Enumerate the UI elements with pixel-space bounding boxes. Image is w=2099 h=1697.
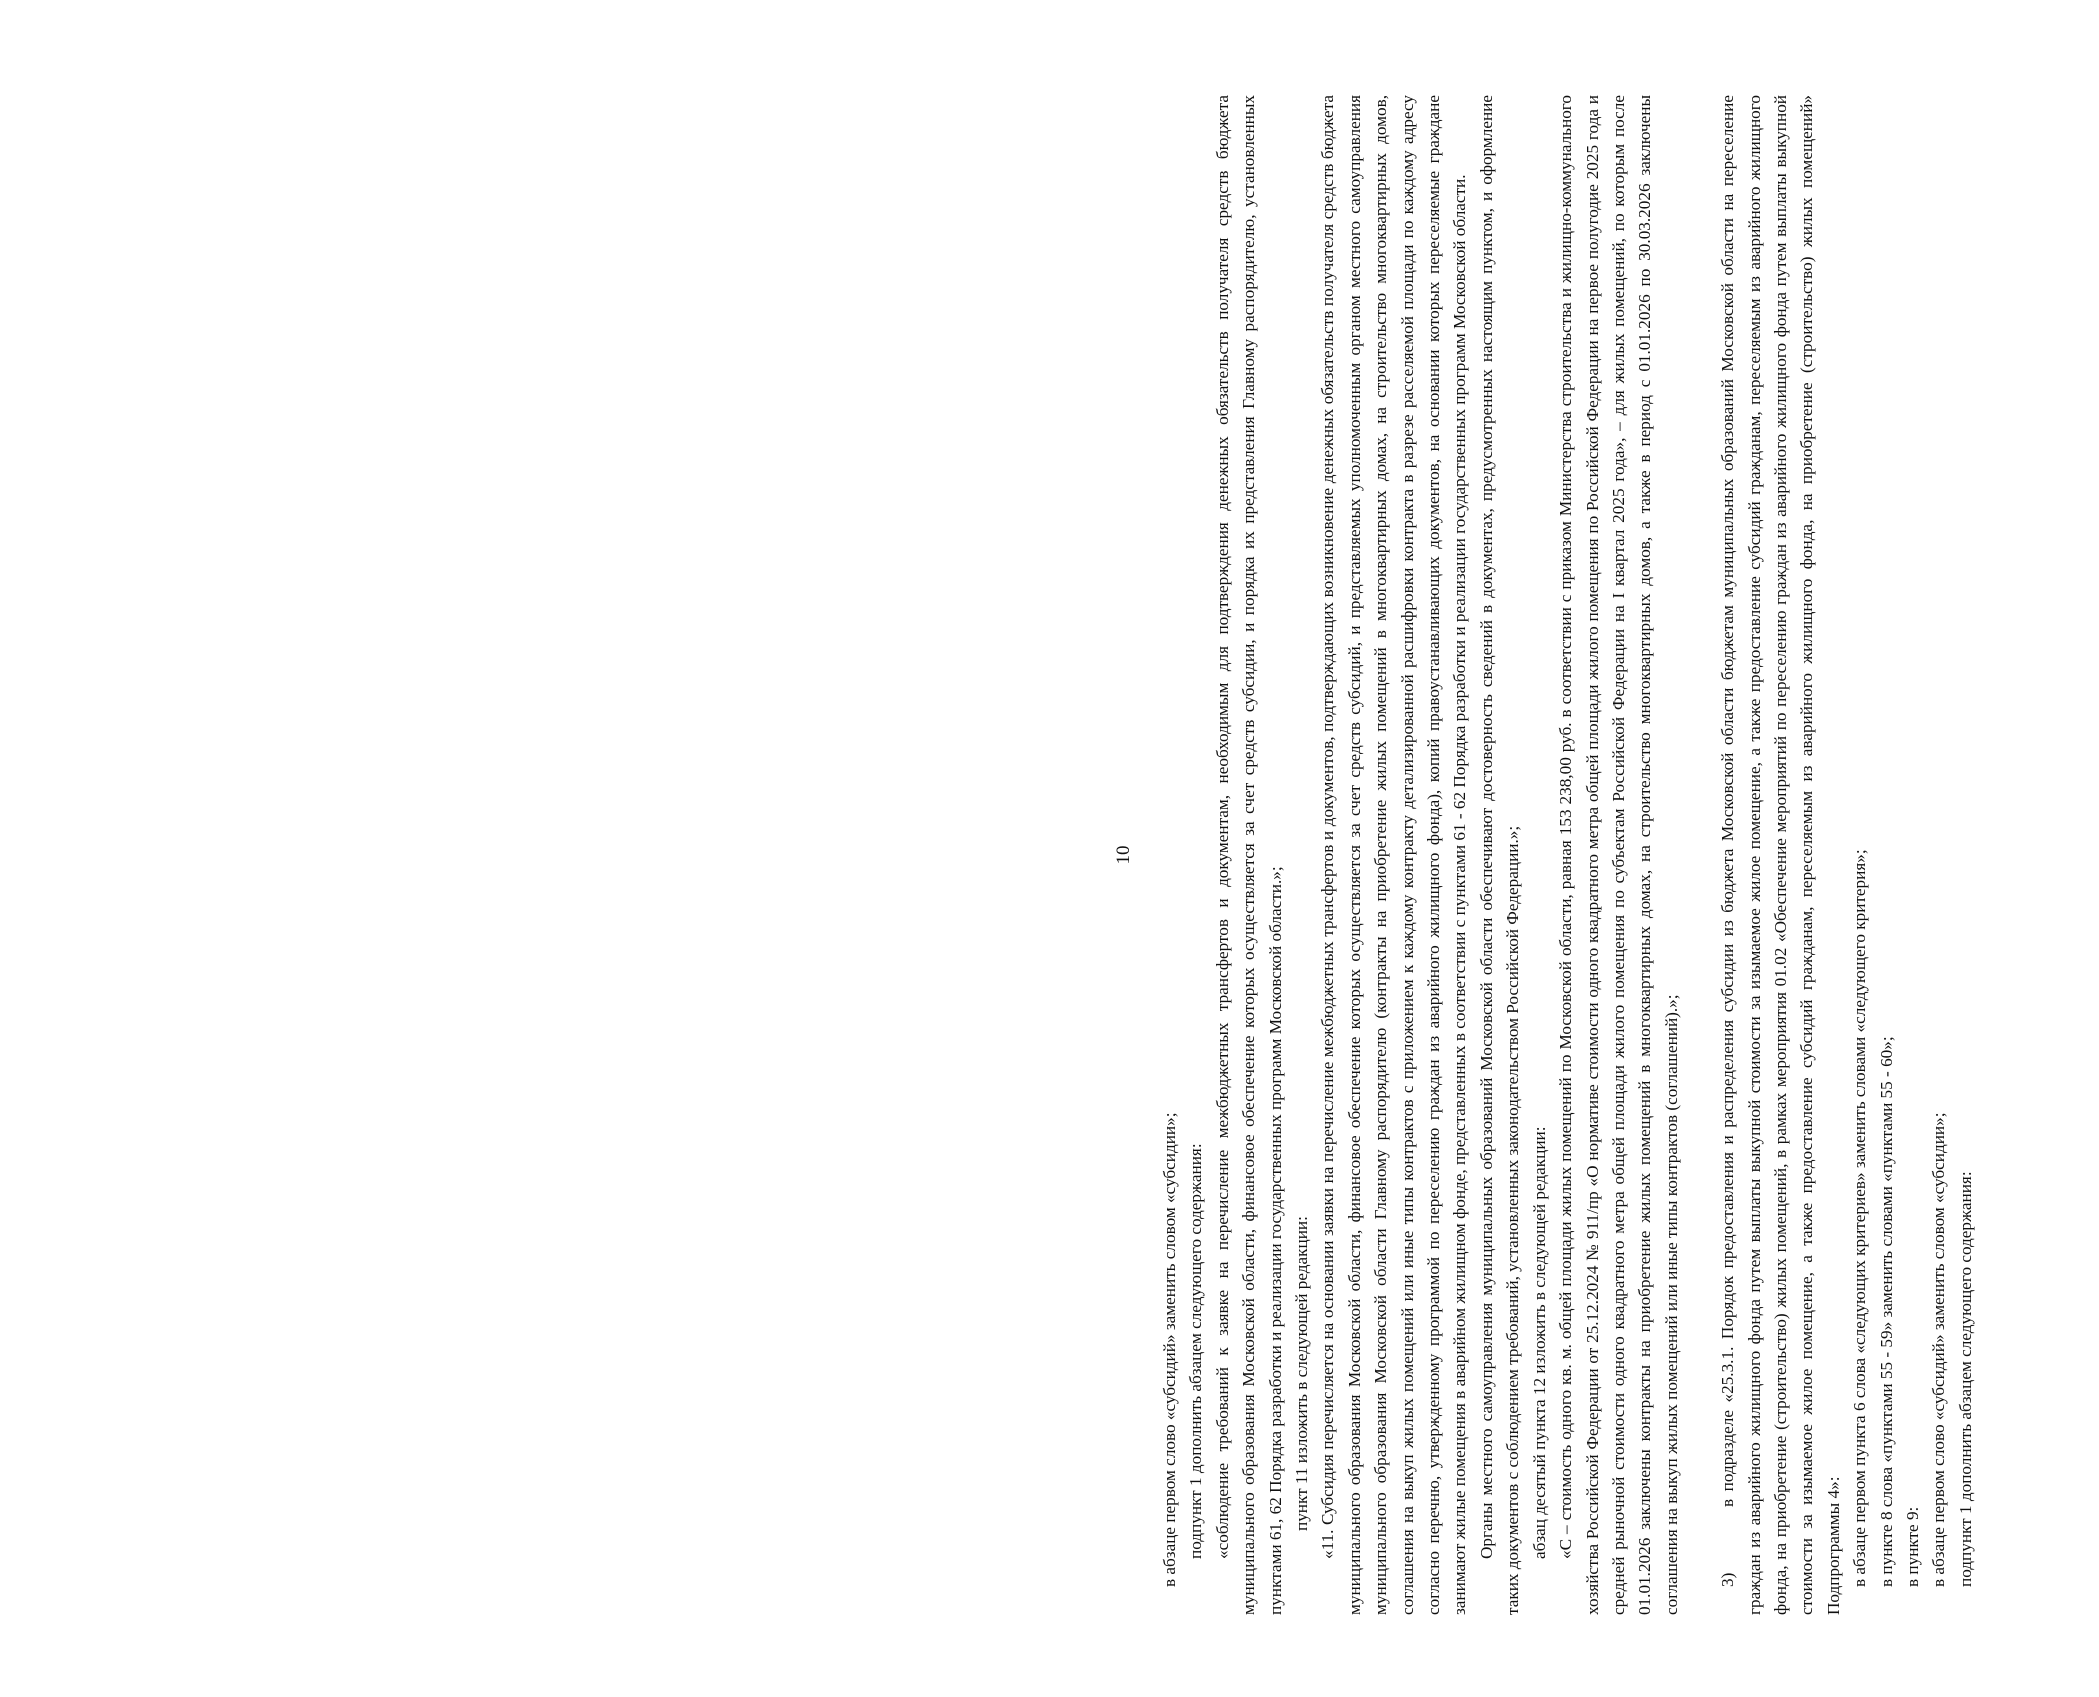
rotated-page-content bbox=[1099, 95, 2099, 1615]
paragraph: «С – стоимость одного кв. м. общей площади жилых помещений по Московской области, равная 153 238,00 руб. в соответствии с приказом Министерства строительства и жилищно-коммунального хозяйства Российской Федерации от 25.12.2024 № 911/пр «О нормативе стоимости одного квадратного метра общей площади жилого помещения по Российской Федерации на первое полугодие 2025 года и средней рыночной стоимости одного квадратного метра общей площади жилого помещения по субъектам Российской Федерации на I квартал 2025 года», – для жилых помещений, по которым после 01.01.2026 заключены контракты на приобретение жилых помещений в многоквартирных домах, на строительство многоквартирных домов, а также в период с 01.01.2026 по 30.03.2026 заключены соглашения на выкуп жилых помещений или иные типы контрактов (соглашений).»; bbox=[1556, 95, 1681, 1615]
paragraph: «11. Субсидия перечисляется на основании заявки на перечисление межбюджетных трансфертов и документов, подтверждающих возникновение денежных обязательств получателя средств бюджета муниципального образования Московской области, финансовое обеспечение которых осуществляется за счет средств субсидий, и представляемых уполномоченным органом местного самоуправления муниципального образования Московской области Главному распорядителю (контракты на приобретение жилых помещений в многоквартирных домах, на строительство многоквартирных домов, соглашения на выкуп жилых помещений или иные типы контрактов с приложением к каждому контракту детализированной расшифровки контракта в разрезе расселяемой площади по каждому адресу согласно перечню, утвержденному программой по переселению граждан из аварийного жилищного фонда), копий правоустанавливающих документов, на основании которых переселяемые граждане занимают жилые помещения в аварийном жилищном фонде, представленных в соответствии с пунктами 61 - 62 Порядка разработки и реализации государственных программ Московской области. bbox=[1318, 95, 1470, 1615]
paragraph: подпункт 1 дополнить абзацем следующего содержания: bbox=[1186, 1143, 1206, 1559]
numbered-paragraph bbox=[1715, 95, 1847, 1615]
document-body bbox=[1157, 95, 1979, 1615]
paragraph: в пункте 8 слова «пунктами 55 - 59» заменить словами «пунктами 55 - 60»; bbox=[1876, 1036, 1896, 1587]
page-number: 10 bbox=[1113, 845, 1134, 865]
paragraph: Органы местного самоуправления муниципальных образований Московской области обеспечивают достоверность сведений в документах, предусмотренных настоящим пунктом, и оформление таких документов с соблюдением требований, установленных законодательством Российской Федерации.»; bbox=[1476, 95, 1523, 1615]
paragraph-text: в подразделе «25.3.1. Порядок предоставления и распределения субсидии из бюджета Московской области бюджетам муниципальных образований Московской области на переселение граждан из аварийного жилищного фонда путем выплаты выкупной стоимости за изымаемое жилое помещение, а также предоставление субсидий гражданам, переселяемым из аварийного жилищного фонда, на приобретение (строительство) жилых помещений, в рамках мероприятия 01.02 «Обеспечение мероприятий по переселению граждан из аварийного жилищного фонда путем выплаты выкупной стоимости за изымаемое жилое помещение, а также предоставление субсидий гражданам, переселяемым из аварийного жилищного фонда, на приобретение (строительство) жилых помещений» Подпрограммы 4»: bbox=[1718, 95, 1843, 1615]
paragraph-gap bbox=[1685, 95, 1715, 1615]
paragraph: в абзаце первом пункта 6 слова «следующих критериев» заменить словами «следующего критерия»; bbox=[1850, 849, 1870, 1587]
paragraph: пункт 11 изложить в следующей редакции: bbox=[1292, 1216, 1312, 1531]
paragraph: подпункт 1 дополнить абзацем следующего содержания: bbox=[1955, 1171, 1975, 1587]
paragraph: в абзаце первом слово «субсидий» заменить словом «субсидии»; bbox=[1160, 1112, 1179, 1587]
paragraph: в абзаце первом слово «субсидий» заменить словом «субсидии»; bbox=[1929, 1112, 1949, 1587]
paragraph: абзац десятый пункта 12 изложить в следующей редакции: bbox=[1529, 1126, 1549, 1559]
paragraph: «соблюдение требований к заявке на перечисление межбюджетных трансфертов и документам, необходимым для подтверждения денежных обязательств получателя средств бюджета муниципального образования Московской области, финансовое обеспечение которых осуществляется за счет средств субсидии, и порядка их представления Главному распорядителю, установленных пунктами 61, 62 Порядка разработки и реализации государственных программ Московской области.»; bbox=[1212, 95, 1285, 1615]
paragraph: в пункте 9: bbox=[1902, 1506, 1922, 1587]
item-number: 3) bbox=[1718, 1572, 1738, 1587]
